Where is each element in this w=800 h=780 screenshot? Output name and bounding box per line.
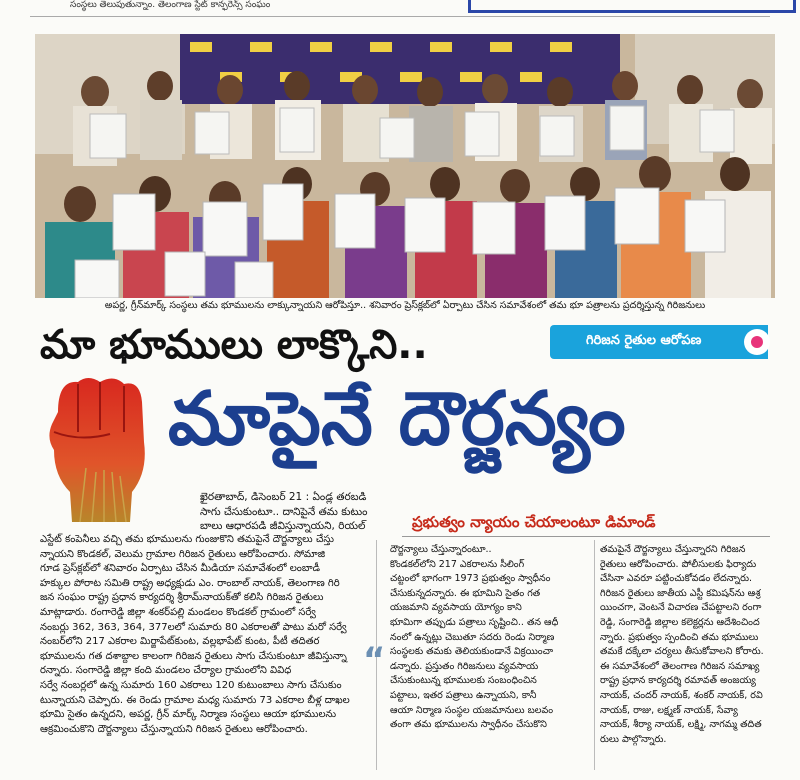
column-line: గిరిజన రైతులు జాతీయ ఎస్టీ కమిషన్‌ను ఆశ్ర [600,587,761,599]
tag-dot-icon [744,329,770,355]
subhead-divider [402,536,770,537]
column-line: ఆయా నిర్మాణ సంస్థల యజమానులు బలవం [390,704,554,716]
column-line: నాయక్, శీర్యా నాయక్, లక్ష్మి, నాగమ్మ తదిత [600,719,762,731]
column-divider [594,540,595,770]
column-line: తమకే దక్కేలా చర్యలు తీసుకోవాలని కోరారు. [600,646,764,658]
column-line: డన్నారు. ప్రస్తుతం గిరిజనులు వ్యవసాయ [390,660,539,672]
section-tag [550,325,768,359]
column-line: జన సంఘం రాష్ట్ర ప్రధాన కార్యదర్శి శ్రీరామ్‌నాయక్‌తో కలిసి గిరిజన రైతులు [40,592,324,604]
headline-kicker: మా భూములు లాక్కొని.. [40,322,428,368]
column-line: సర్వే నంబర్లలో ఉన్న సుమారు 160 ఎకరాలు 120 కుటుంబాలు సాగు చేసుకుం [40,679,342,691]
column-line: రైతులు ఆరోపించారు. పోలీసులకు ఫిర్యాదు [600,558,757,570]
column-line: ఈ సమావేశంలో తెలంగాణ గిరిజన సమాఖ్య [600,660,760,672]
intro-line: ఖైరతాబాద్, డిసెంబర్ 21 : ఏండ్ల తరబడి [200,491,367,503]
column-line: తమపైనే దౌర్జన్యాలు చేస్తున్నారని గిరిజన [600,544,746,555]
article-intro [200,490,396,534]
press-conference-illustration [35,34,775,298]
column-line: నంబర్లు 362, 363, 364, 377లలో సుమారు 80 ఎకరాలతో పాటు మరో సర్వే [40,621,347,633]
intro-line: బాలు ఆధారపడి జీవిస్తున్నాయని, రియల్ [200,520,366,533]
blue-frame-corner [468,0,796,13]
column-line: చేసినా ఎవరూ పట్టించుకోవడం లేదన్నారు. [600,573,753,585]
column-line: మాట్లాడారు. రంగారెడ్డి జిల్లా శంకర్‌పల్లి మండలం కొండకల్ గ్రామంలో సర్వే [40,606,316,618]
column-line: భూమి సైతం ఉన్నదని, అపర్ణ, గ్రీన్ మార్క్ నిర్మాణ సంస్థలు ఆయా భూములను [40,709,337,721]
column-line: నాయక్, రాజు, లక్ష్మణ్ నాయక్, సేవ్యా [600,704,738,716]
column-line: చట్టంలో భాగంగా 1973 ప్రభుత్వం స్వాధీనం [390,573,551,585]
column-line: టున్నాయని చెప్పారు. ఈ రెండు గ్రామాల మధ్య సుమారు 73 ఎకరాల బీళ్ల దాఖల [40,694,350,706]
column-line: చేసుకున్నదన్నారు. ఈ భూమిని సైతం గత [390,587,541,599]
column-line: చేసుకుంటున్న భూములకు సంబంధించిన [390,675,537,687]
column-line: సంస్థలకు తమకు తెలియకుండానే విక్రయించా [390,646,554,658]
column-line: రాష్ట్ర ప్రధాన కార్యదర్శి రమావత్ అంజయ్య [600,675,756,687]
column-line: న్నాయని కొండకల్, వెలుమ గ్రామాల గిరిజన రైతులు ఆరోపించారు. సోమాజి [40,548,326,560]
column-line: భూమిగా తప్పుడు పత్రాలు సృష్టించి.. తన ఆధీ [390,616,559,628]
column-line: రన్నారు. సంగారెడ్డి జిల్లా కంది మండలం చేర్యాల గ్రామంలోని వివిధ [40,665,292,677]
column-line: రులు పాల్గొన్నారు. [600,733,667,745]
column-line: రెడ్డి, సంగారెడ్డి జిల్లాల కలెక్టర్లను ఆదేశించింద [600,616,760,628]
column-line: న్నారు. ప్రభుత్వం స్పందించి తమ భూములు [600,631,759,643]
column-line: పట్టాలు, ఇతర పత్రాలు ఉన్నాయని, కానీ [390,689,537,701]
column-line: యజమాని వ్యవసాయ యోగ్యం కాని [390,602,522,614]
divider [30,16,770,17]
section-tag-label: గిరిజన రైతుల ఆరోపణ [586,333,702,348]
column-line: కొండకల్‌లోని 217 ఎకరాలను సీలింగ్ [390,558,525,570]
column-line: భూములను గత దశాబ్దాల కాలంగా గిరిజన రైతులు సాగు చేసుకుంటూ జీవిస్తున్నా [40,650,347,662]
column-line: ఎస్టేట్ కంపెనీలు వచ్చి తమ భూములను గుంజుకొని తమపైనే దౌర్జన్యాలు చేస్తు [40,534,334,545]
column-line: గూడ ప్రెస్‌క్లబ్‌లో శనివారం ఏర్పాటు చేసిన మీడియా సమావేశంలో లంబాడీ [40,563,320,575]
previous-article-strip [0,0,800,22]
article-column-1 [40,533,370,737]
column-line: నంలో ఉన్నట్లు చెబుతూ సదరు రెండు నిర్మాణ [390,631,555,643]
quote-mark-icon: “ [363,640,386,680]
column-line: నంబర్‌లోని 217 ఎకరాల మిర్జాపేట్‌కుంట, వల్లభాపేట్ కుంట, పీటీ తదితర [40,636,320,648]
column-line: దౌర్జన్యాలు చేస్తున్నారంటూ.. [390,544,492,555]
column-line: తంగా తమ భూములను స్వాధీనం చేసుకొని [390,719,547,731]
subheadline: ప్రభుత్వం న్యాయం చేయాలంటూ డిమాండ్ [412,513,656,531]
column-line: ఆక్రమించుకొని దౌర్జన్యాలు చేస్తున్నాయని గిరిజన రైతులు ఆరోపించారు. [40,723,308,735]
column-line: హక్కుల పోరాట సమితి రాష్ట్ర అధ్యక్షుడు ఎం. రాంబాల్ నాయక్, తెలంగాణ గిరి [40,577,340,589]
column-line: యించగా, వెంటనే విచారణ చేపట్టాలని రంగా [600,602,762,614]
main-headline: మాపైనే దౌర్జన్యం [168,376,626,462]
previous-article-text: సంస్థలు తెలుపుతున్నాం. తెలంగాణ స్టేట్ కాన్ఫరెన్స్ సంఘం [70,0,271,10]
photo-caption: అపర్ణ, గ్రీన్‌మార్క్ సంస్థలు తమ భూములను లాక్కున్నాయని ఆరోపిస్తూ.. శనివారం ప్రెస్‌క్లబ్‌లో ఏర్పాటు చేసిన సమావేశంలో తమ భూ పత్రాలను ప్రదర్శిస్తున్న గిరిజనులు [35,298,775,314]
article-column-2 [390,543,590,733]
raised-fist-icon [40,372,160,524]
column-line: నాయక్, చందర్ నాయక్, శంకర్ నాయక్, రవి [600,689,763,701]
intro-line: సాగు చేసుకుంటూ.. దానిపైనే తమ కుటుం [200,505,368,518]
article-column-3 [600,543,782,747]
news-photo [35,34,775,298]
